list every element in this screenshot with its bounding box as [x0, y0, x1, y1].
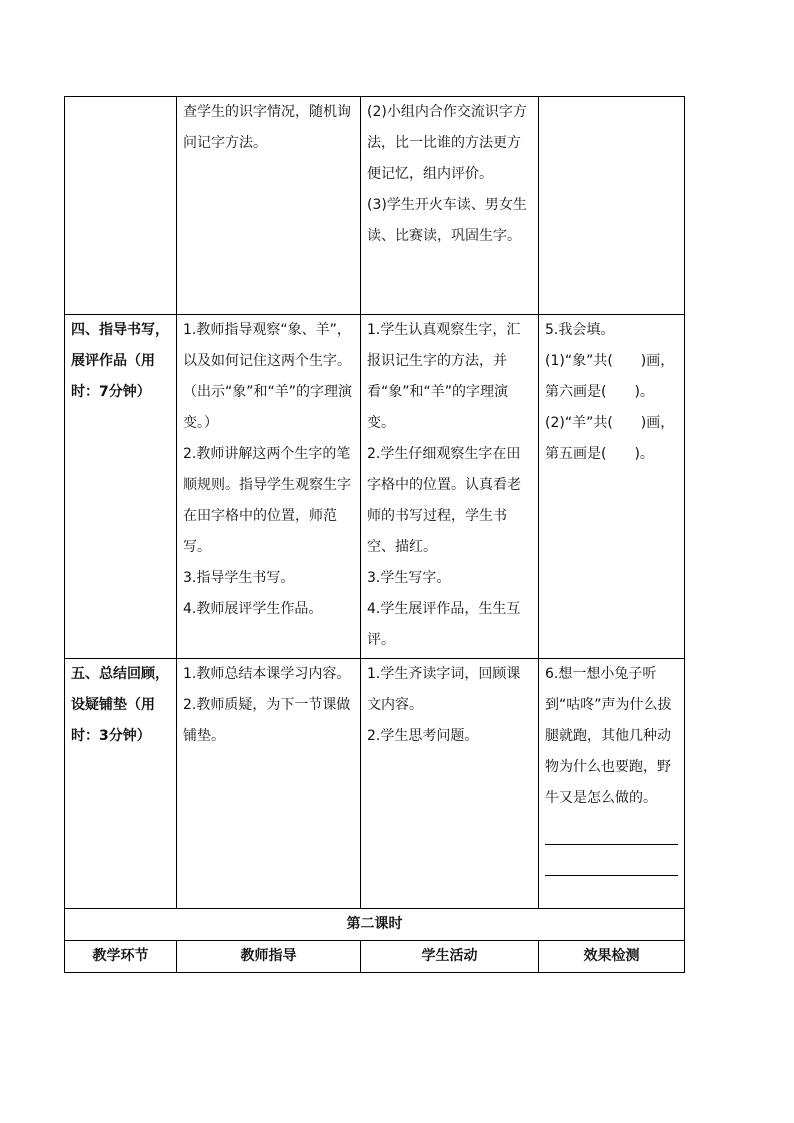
student-cell: [361, 315, 539, 659]
student-item: 2.学生思考问题。: [367, 728, 479, 744]
header-row: [65, 941, 685, 973]
header-stage: 教学环节: [65, 941, 177, 973]
student-cell: [361, 659, 539, 909]
answer-blank-line: [545, 845, 678, 876]
student-item: 2.学生仔细观察生字在田字格中的位置。认真看老师的书写过程，学生书空、描红。: [367, 446, 521, 555]
lesson-plan-table: [64, 96, 685, 973]
header-teacher: 教师指导: [177, 941, 361, 973]
table-row: [65, 97, 685, 315]
answer-blank-line: [545, 814, 678, 845]
student-cell: [361, 97, 539, 315]
teacher-item: 查学生的识字情况，随机询问记字方法。: [183, 104, 351, 151]
teacher-cell: [177, 315, 361, 659]
check-item: 6.想一想小兔子听到“咕咚”声为什么拔腿就跑，其他几种动物为什么也要跑，野牛又是怎么做的。: [545, 666, 672, 806]
check-item: (1)“象”共( )画，第六画是( )。(2)“羊”共( )画，第五画是( )。: [545, 353, 675, 462]
teacher-item: 2.教师质疑，为下一节课做铺垫。: [183, 697, 351, 744]
check-cell: [539, 659, 685, 909]
student-item: (3)学生开火车读、男女生读、比赛读，巩固生字。: [367, 197, 527, 244]
student-item: 3.学生写字。: [367, 570, 451, 586]
stage-cell: [65, 97, 177, 315]
check-cell: [539, 315, 685, 659]
section-title: 第二课时: [65, 909, 685, 941]
teacher-item: 1.教师总结本课学习内容。: [183, 666, 351, 682]
check-cell: [539, 97, 685, 315]
teacher-item: 2.教师讲解这两个生字的笔顺规则。指导学生观察生字在田字格中的位置，师范写。: [183, 446, 351, 555]
teacher-cell: [177, 659, 361, 909]
teacher-item: 3.指导学生书写。: [183, 570, 295, 586]
stage-cell: 五、总结回顾，设疑铺垫（用时：3分钟）: [65, 659, 177, 909]
teacher-item: 4.教师展评学生作品。: [183, 601, 323, 617]
table-row: [65, 315, 685, 659]
student-item: 1.学生齐读字词，回顾课文内容。: [367, 666, 521, 713]
check-item: 5.我会填。: [545, 322, 615, 338]
teacher-cell: [177, 97, 361, 315]
student-item: (2)小组内合作交流识字方法，比一比谁的方法更方便记忆，组内评价。: [367, 104, 527, 182]
student-item: 1.学生认真观察生字，汇报识记生字的方法，并看“象”和“羊”的字理演变。: [367, 322, 521, 431]
student-item: 4.学生展评作品，生生互评。: [367, 601, 521, 648]
section-row: [65, 909, 685, 941]
stage-cell: 四、指导书写，展评作品（用时：7分钟）: [65, 315, 177, 659]
header-student: 学生活动: [361, 941, 539, 973]
teacher-item: 1.教师指导观察“象、羊”，以及如何记住这两个生字。（出示“象”和“羊”的字理演变。）: [183, 322, 353, 431]
header-check: 效果检测: [539, 941, 685, 973]
table-row: [65, 659, 685, 909]
